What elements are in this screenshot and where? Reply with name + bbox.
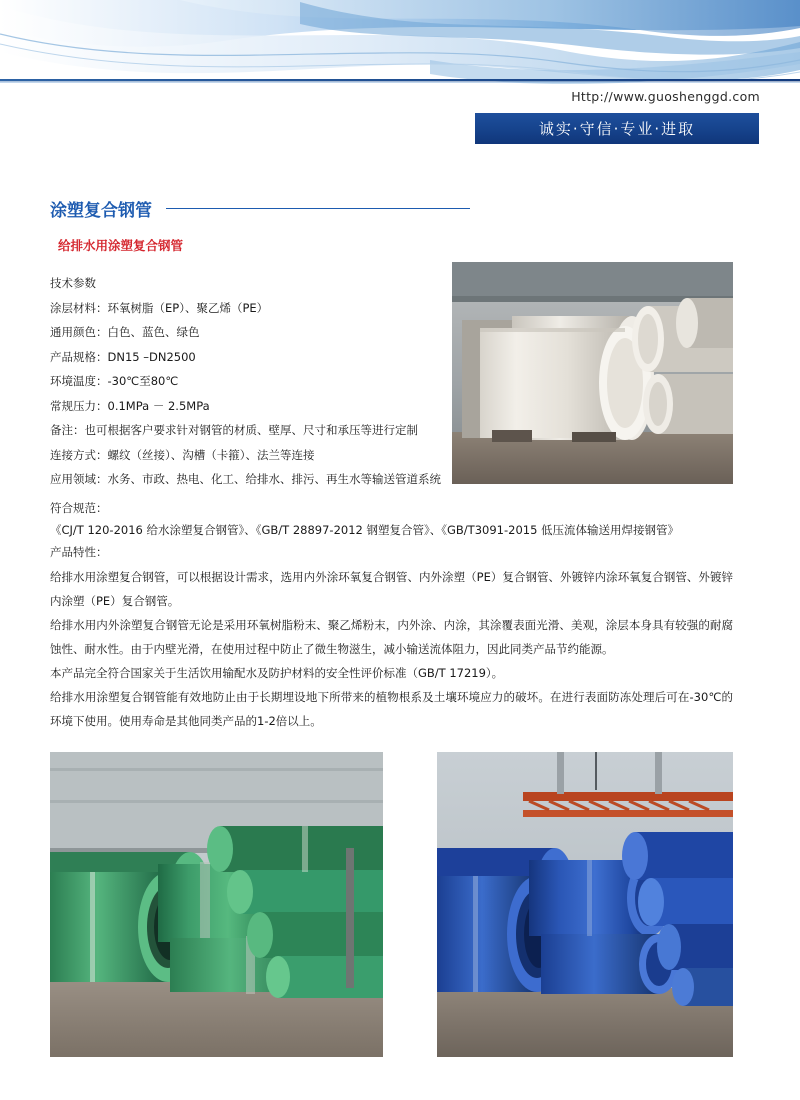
spec-item: 常规压力：0.1MPa － 2.5MPa (50, 398, 210, 413)
feature-paragraph: 本产品完全符合国家关于生活饮用输配水及防护材料的安全性评价标准（GB/T 17219）。 (50, 666, 504, 680)
page-title: 涂塑复合钢管 (50, 201, 152, 221)
spec-item: 环境温度：-30℃至80℃ (50, 374, 179, 388)
title-divider (166, 208, 470, 209)
feature-paragraph: 给排水用内外涂塑复合钢管无论是采用环氧树脂粉末、聚乙烯粉末，内外涂、内涂，其涂覆表面光滑、美观，涂层本身具有较强的耐腐蚀性、耐水性。由于内壁光滑，在使用过程中防止了微生物滋生，减小输送流体阻力，因此同类产品节约能源。 (50, 618, 733, 656)
spec-item: 应用领域：水务、市政、热电、化工、给排水、排污、再生水等输送管道系统 (50, 472, 441, 486)
page-header (0, 0, 800, 160)
product-photo-green-pipes (50, 752, 383, 1057)
specs-heading: 技术参数 (50, 276, 96, 290)
features-body (50, 565, 733, 733)
features-label: 产品特性： (50, 545, 108, 559)
spec-item: 通用颜色：白色、蓝色、绿色 (50, 325, 200, 339)
page-subtitle: 给排水用涂塑复合钢管 (58, 238, 184, 253)
slogan-banner (474, 112, 760, 145)
feature-paragraph: 给排水用涂塑复合钢管能有效地防止由于长期埋设地下所带来的植物根系及土壤环境应力的破坏。在进行表面防冻处理后可在-30℃的环境下使用。使用寿命是其他同类产品的1-2倍以上。 (50, 690, 733, 728)
spec-item: 产品规格：DN15 –DN2500 (50, 349, 196, 364)
section-title-row (50, 196, 750, 221)
product-photo-blue-pipes (437, 752, 733, 1057)
header-website-url: Http://www.guoshenggd.com (571, 89, 760, 104)
technical-parameters-block (50, 271, 450, 492)
spec-item: 备注：也可根据客户要求针对钢管的材质、壁厚、尺寸和承压等进行定制 (50, 423, 418, 437)
product-photo-white-pipes (452, 262, 733, 484)
standards-label: 符合规范： (50, 501, 108, 515)
spec-item: 涂层材料：环氧树脂（EP）、聚乙烯（PE） (50, 300, 269, 315)
spec-item: 连接方式：螺纹（丝接）、沟槽（卡箍）、法兰等连接 (50, 447, 315, 462)
slogan-text: 诚实·守信·专业·进取 (538, 120, 696, 138)
feature-paragraph: 给排水用涂塑复合钢管，可以根据设计需求，选用内外涂环氧复合钢管、内外涂塑（PE）复合钢管、外镀锌内涂环氧复合钢管、外镀锌内涂塑（PE）复合钢管。 (50, 570, 733, 608)
standards-text: 《CJ/T 120-2016 给水涂塑复合钢管》、《GB/T 28897-2012 钢塑复合管》、《GB/T3091-2015 低压流体输送用焊接钢管》 (50, 523, 680, 537)
